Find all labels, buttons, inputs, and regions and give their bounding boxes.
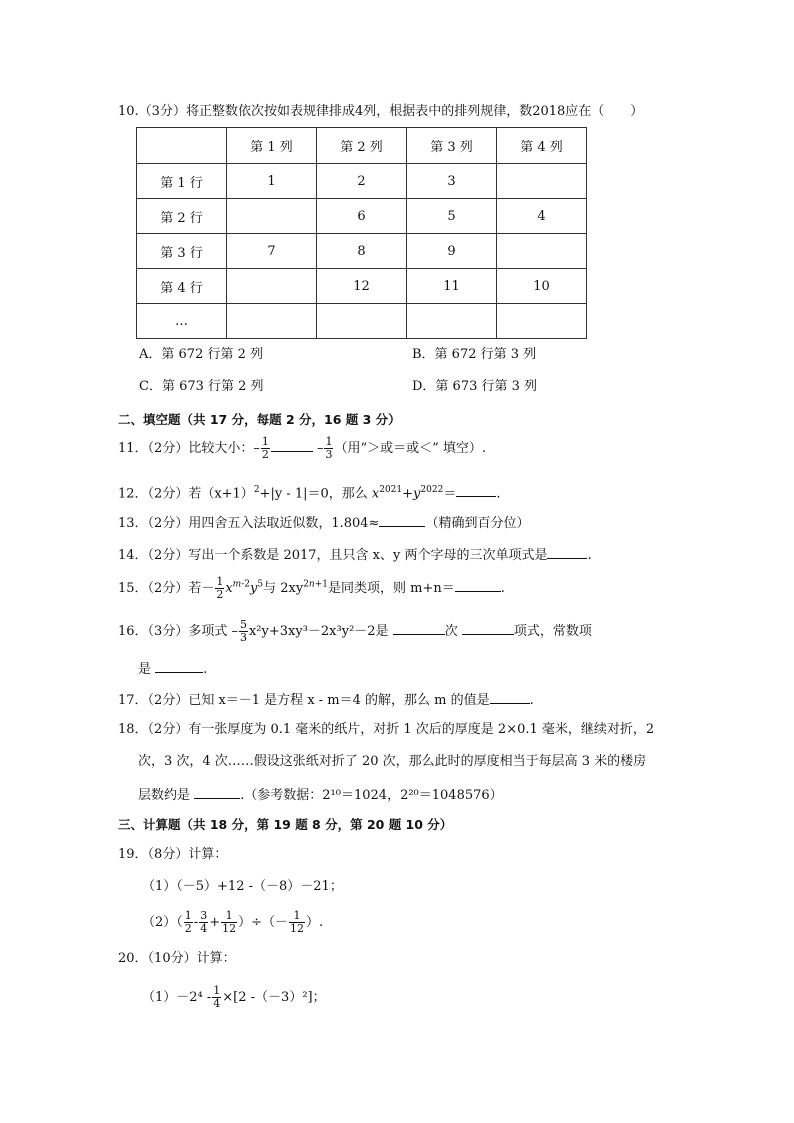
q19-part2-div: ）÷（－ (238, 915, 288, 930)
fraction (184, 910, 193, 935)
fraction (221, 910, 237, 935)
fraction (199, 910, 208, 935)
table-cell: 8 (317, 234, 407, 269)
q16: 16．（3分）多项式 – $\frac{5}{3}$ x²y+3xy³－2x³y²－2是 次 项式，常数项 (118, 618, 592, 644)
fraction (239, 619, 248, 644)
denominator: 2 (216, 588, 224, 601)
denominator: 3 (325, 448, 333, 461)
answer-blank[interactable] (379, 514, 425, 527)
table-cell: … (137, 304, 227, 339)
denominator: 4 (200, 922, 208, 935)
answer-blank[interactable] (455, 579, 501, 592)
q20-stem: 20．（10分）计算： (118, 951, 236, 966)
q13-tail: （精确到百分位） (425, 516, 530, 531)
numerator: 1 (184, 909, 192, 922)
numerator: 3 (200, 909, 208, 922)
table-cell: 第 2 列 (317, 128, 407, 164)
answer-blank[interactable] (462, 622, 514, 635)
q15-end: . (500, 581, 505, 596)
numerator: 1 (213, 984, 221, 997)
section-2-title: 二、填空题（共 17 分，每题 2 分，16 题 3 分） (118, 412, 401, 427)
denominator: 2 (184, 922, 192, 935)
table-row (137, 199, 587, 234)
table-cell (407, 304, 497, 339)
denominator: 2 (261, 448, 269, 461)
q18-line2: 次，3 次，4 次……假设这张纸对折了 20 次，那么此时的厚度相当于每层高 3 米的楼房 (138, 754, 647, 769)
q11: 11．（2分）比较大小：– $\frac{1}{2}$ – $\frac{1}{3}$ （用“＞或＝或＜” 填空）. (118, 435, 487, 461)
q12-tail: ＝ (443, 486, 457, 502)
table-row (137, 164, 587, 199)
q18-line3 (138, 786, 503, 804)
table-cell: 4 (497, 199, 587, 234)
table-cell: 3 (407, 164, 497, 199)
option-a[interactable]: A．第 672 行第 2 列 (139, 347, 264, 362)
fraction (261, 436, 270, 461)
option-d[interactable]: D．第 673 行第 3 列 (412, 379, 538, 394)
table-row (137, 304, 587, 339)
q14-text: 14．（2分）写出一个系数是 2017，且只含 x、y 两个字母的三次单项式是 (118, 548, 548, 563)
q16-expression: x²y+3xy³－2x³y²－2是 (248, 624, 389, 639)
table-cell: 7 (227, 234, 317, 269)
table-cell: 10 (497, 269, 587, 304)
q12-end: . (496, 486, 501, 502)
q17-end: . (529, 693, 534, 708)
numerator: 1 (261, 435, 269, 448)
table-cell: 9 (407, 234, 497, 269)
table-cell: 11 (407, 269, 497, 304)
numerator: 1 (325, 435, 333, 448)
table-cell: 第 2 行 (137, 199, 227, 234)
answer-blank[interactable] (393, 622, 445, 635)
q13 (118, 514, 529, 532)
table-cell (497, 234, 587, 269)
denominator: 12 (290, 922, 304, 935)
answer-blank[interactable] (456, 484, 496, 497)
answer-blank[interactable] (547, 546, 587, 559)
section-3-title: 三、计算题（共 18 分，第 19 题 8 分，第 20 题 10 分） (118, 817, 453, 832)
table-cell (137, 128, 227, 164)
q17-text: 17．（2分）已知 x＝－1 是方程 x - m＝4 的解，那么 m 的值是 (118, 693, 490, 708)
q19-part2-close: ）. (306, 915, 324, 930)
numerator: 1 (216, 575, 224, 588)
table-cell (227, 269, 317, 304)
table-cell: 第 4 行 (137, 269, 227, 304)
q17 (118, 691, 534, 709)
table-cell: 1 (227, 164, 317, 199)
q16-line2 (138, 660, 207, 678)
q15-tail: 是同类项，则 m+n＝ (328, 581, 455, 596)
q12-prefix: 12．（2分）若（x+1） (118, 486, 254, 502)
table-cell: 2 (317, 164, 407, 199)
table-cell (497, 164, 587, 199)
option-b[interactable]: B．第 672 行第 3 列 (412, 347, 537, 362)
q20-part1-end: ×[2 -（－3）²]； (222, 990, 326, 1005)
q13-text: 13．（2分）用四舍五入法取近似数，1.804≈ (118, 516, 380, 531)
q12: 12．（2分）若$(x+1)^2+|y - 1|=0$，那么 $x^{2021}+y^{2022}=$ . (118, 485, 501, 502)
q12-mid: +|y - 1|＝0，那么 (259, 486, 372, 502)
q19-part2-open: （2）（ (142, 915, 183, 930)
table-row (137, 269, 587, 304)
table-cell: 5 (407, 199, 497, 234)
denominator: 12 (222, 922, 237, 935)
q10-table (136, 127, 587, 339)
q20-part1-start: （1）－2⁴ - (142, 990, 212, 1005)
table-cell (497, 304, 587, 339)
answer-blank[interactable] (271, 439, 313, 452)
fraction (215, 576, 224, 601)
q19-stem: 19．（8分）计算： (118, 847, 228, 862)
q18-line1: 18．（2分）有一张厚度为 0.1 毫米的纸片，对折 1 次后的厚度是 2×0.1 毫米，继续对折，2 (118, 722, 655, 737)
q14-end: . (587, 548, 592, 563)
table-cell: 第 4 列 (497, 128, 587, 164)
option-c[interactable]: C．第 673 行第 2 列 (139, 379, 264, 394)
q16-end: . (203, 662, 208, 677)
q14 (118, 546, 592, 564)
table-header-row (137, 128, 587, 164)
table-cell: 第 3 列 (407, 128, 497, 164)
numerator: 1 (221, 910, 237, 923)
table-cell: 6 (317, 199, 407, 234)
table-cell: 第 1 行 (137, 164, 227, 199)
q19-part1: （1）（－5）+12 -（－8）－21； (142, 879, 343, 894)
q16-line2-text: 是 (138, 662, 152, 677)
q16-terms: 项式，常数项 (513, 624, 592, 639)
fraction (289, 910, 305, 935)
table-cell: 12 (317, 269, 407, 304)
q15: 15．（2分）若－ $\frac{1}{2}$ $x^{m-2}y^5$与 $2xy^{2n+1}$是同类项，则 m+n＝ . (118, 575, 505, 601)
q20-part1 (142, 985, 326, 1010)
q10-stem: 10.（3分）将正整数依次按如表规律排成4列，根据表中的排列规律，数2018应在（ ） (118, 104, 644, 119)
table-row (137, 234, 587, 269)
q18-line3-suffix: .（参考数据：2¹⁰＝1024，2²⁰＝1048576） (240, 788, 503, 803)
q11-suffix: （用“＞或＝或＜” 填空）. (334, 441, 487, 456)
table-cell (317, 304, 407, 339)
table-cell (227, 304, 317, 339)
fraction (212, 985, 221, 1010)
q18-line3-prefix: 层数约是 (138, 788, 191, 803)
q15-prefix: 15．（2分）若－ (118, 581, 215, 596)
numerator: 1 (289, 910, 305, 923)
denominator: 3 (239, 631, 247, 644)
denominator: 4 (213, 997, 221, 1010)
answer-blank[interactable] (194, 786, 240, 799)
fraction (324, 436, 333, 461)
table-cell: 第 3 行 (137, 234, 227, 269)
q11-prefix: 11．（2分）比较大小： (118, 441, 254, 456)
q19-part2: （2）（ $\frac{1}{2}$ - $\frac{3}{4}$ + $\frac{1}{12}$ ）÷（－ $\frac{1}{12}$ ）. (142, 909, 324, 935)
answer-blank[interactable] (155, 660, 203, 673)
table-cell: 第 1 列 (227, 128, 317, 164)
numerator: 5 (239, 618, 247, 631)
q16-prefix: 16．（3分）多项式 (118, 624, 228, 639)
q15-mid: 与 2xy (263, 581, 304, 596)
answer-blank[interactable] (490, 691, 530, 704)
table-cell (227, 199, 317, 234)
q16-times: 次 (444, 624, 458, 639)
